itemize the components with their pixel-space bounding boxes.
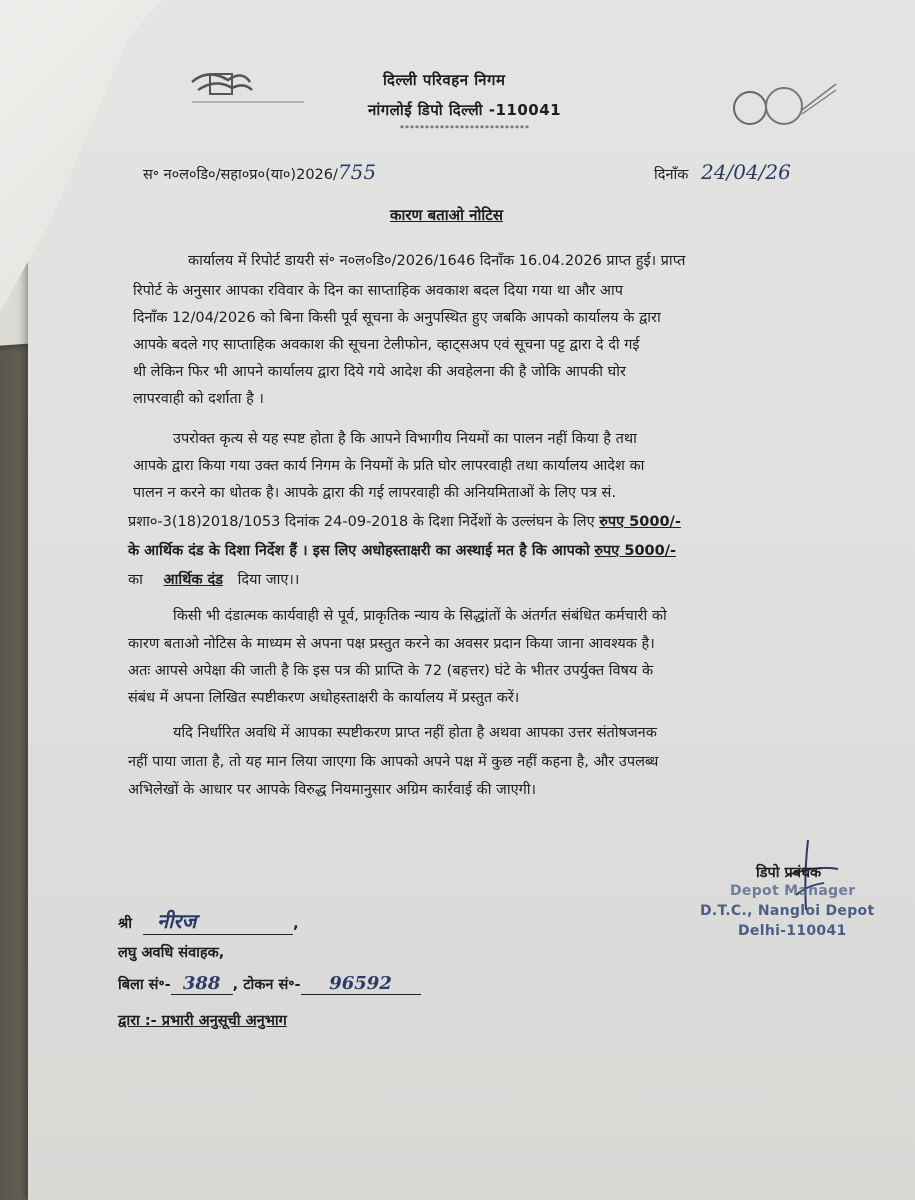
ref-handwritten-number: 755	[337, 160, 377, 184]
date-handwritten: 24/04/26	[701, 160, 791, 184]
para2-line: उपरोक्त कृत्य से यह स्पष्ट होता है कि आपने विभागीय नियमों का पालन नहीं किया है तथा	[173, 431, 637, 447]
para2-line: पालन न करने का धोतक है। आपके द्वारा की गई लापरवाही की अनियमिताओं के लिए पत्र सं.	[133, 485, 616, 501]
para1-line: थी लेकिन फिर भी आपने कार्यालय द्वारा दिये गये आदेश की अवहेलना की है जोकि आपकी घोर	[133, 364, 626, 380]
para4-line: यदि निर्धारित अवधि में आपका स्पष्टीकरण प्राप्त नहीं होता है अथवा आपका उत्तर संतोषजनक	[173, 725, 657, 741]
recipient-name-field	[143, 907, 293, 935]
para3-line: संबंध में अपना लिखित स्पष्टीकरण अधोहस्ताक्षरी के कार्यालय में प्रस्तुत करें।	[128, 690, 520, 706]
token-number: 96592	[329, 973, 392, 994]
stamp-line: Delhi-110041	[738, 923, 847, 939]
bill-label: बिला सं॰-	[118, 977, 171, 993]
token-label: , टोकन सं॰-	[232, 977, 301, 993]
para2-text: प्रशा०-3(18)2018/1053 दिनांक 24-09-2018 के दिशा निर्देशों के उल्लंघन के लिए	[128, 514, 595, 530]
org-name: दिल्ली परिवहन निगम	[383, 71, 506, 89]
signatory-title: डिपो प्रबंधक	[756, 865, 822, 881]
para1-line: लापरवाही को दर्शाता है ।	[133, 391, 264, 407]
para2-line	[128, 569, 299, 589]
para2-text: के आर्थिक दंड के दिशा निर्देश हैं । इस लिए अधोहस्ताक्षरी का अस्थाई मत है कि आपको	[128, 543, 590, 559]
ref-prefix: स॰ न०ल०डि०/सहा०प्र०(या०)2026/	[143, 167, 338, 183]
para3-line: अतः आपसे अपेक्षा की जाती है कि इस पत्र की प्राप्ति के 72 (बहत्तर) घंटे के भीतर उपर्युक्त विषय के	[128, 663, 654, 679]
para1-line: आपके बदले गए साप्ताहिक अवकाश की सूचना टेलीफोन, व्हाट्सअप एवं सूचना पट्ट द्वारा दे दी गई	[133, 337, 640, 353]
penalty-amount-2: रुपए 5000/-	[594, 543, 677, 559]
penalty-type: आर्थिक दंड	[163, 572, 223, 588]
stamp-line: D.T.C., Nangloi Depot	[700, 903, 875, 919]
para2-text: का	[128, 572, 143, 588]
bill-field	[171, 973, 233, 995]
ref-number	[143, 160, 376, 184]
recipient-name-line: श्री नीरज ,	[118, 909, 299, 933]
penalty-amount: रुपए 5000/-	[599, 514, 681, 530]
para2-line	[128, 511, 681, 531]
stamp-line: Depot Manager	[730, 883, 856, 899]
recipient-prefix: श्री	[118, 916, 133, 932]
date-label: दिनाँक	[654, 167, 689, 183]
dtc-logo-icon	[188, 62, 308, 110]
para4-line: नहीं पाया जाता है, तो यह मान लिया जाएगा कि आपको अपने पक्ष में कुछ नहीं कहना है, और उपलब्ध	[128, 754, 659, 770]
para1-line: दिनाँक 12/04/2026 को बिना किसी पूर्व सूचना के अनुपस्थित हुए जबकि आपको कार्यालय के द्वारा	[133, 310, 661, 326]
ref-date	[654, 160, 791, 184]
notice-paper	[28, 0, 915, 1200]
para3-line: किसी भी दंडात्मक कार्यवाही से पूर्व, प्राकृतिक न्याय के सिद्धांतों के अंतर्गत संबंधित कर्मचारी को	[173, 608, 667, 624]
para1-line: कार्यालय में रिपोर्ट डायरी सं॰ न०ल०डि०/2026/1646 दिनाँक 16.04.2026 प्राप्त हुई। प्राप्त	[188, 253, 686, 269]
bill-number: 388	[182, 973, 221, 994]
para3-line: कारण बताओ नोटिस के माध्यम से अपना पक्ष प्रस्तुत करने का अवसर प्रदान किया जाना आवश्यक है।	[128, 636, 655, 652]
recipient-bill-token	[118, 973, 421, 995]
org-address: नांगलोई डिपो दिल्ली -110041	[368, 101, 562, 119]
header-divider: **************************	[400, 124, 530, 133]
recipient-via: द्वारा :- प्रभारी अनुसूची अनुभाग	[118, 1013, 287, 1029]
recipient-designation: लघु अवधि संवाहक,	[118, 945, 225, 961]
para1-line: रिपोर्ट के अनुसार आपका रविवार के दिन का साप्ताहिक अवकाश बदल दिया गया था और आप	[133, 283, 623, 299]
notice-subject: कारण बताओ नोटिस	[390, 206, 503, 224]
para2-line: आपके द्वारा किया गया उक्त कार्य निगम के नियमों के प्रति घोर लापरवाही तथा कार्यालय आदेश का	[133, 458, 645, 474]
para2-text: दिया जाए।।	[237, 572, 300, 588]
token-field	[301, 973, 421, 995]
recipient-name: नीरज	[157, 909, 197, 933]
para4-line: अभिलेखों के आधार पर आपके विरुद्ध नियमानुसार अग्रिम कार्रवाई की जाएगी।	[128, 782, 537, 798]
para2-line	[128, 540, 676, 560]
depot-logo-icon	[728, 80, 838, 140]
